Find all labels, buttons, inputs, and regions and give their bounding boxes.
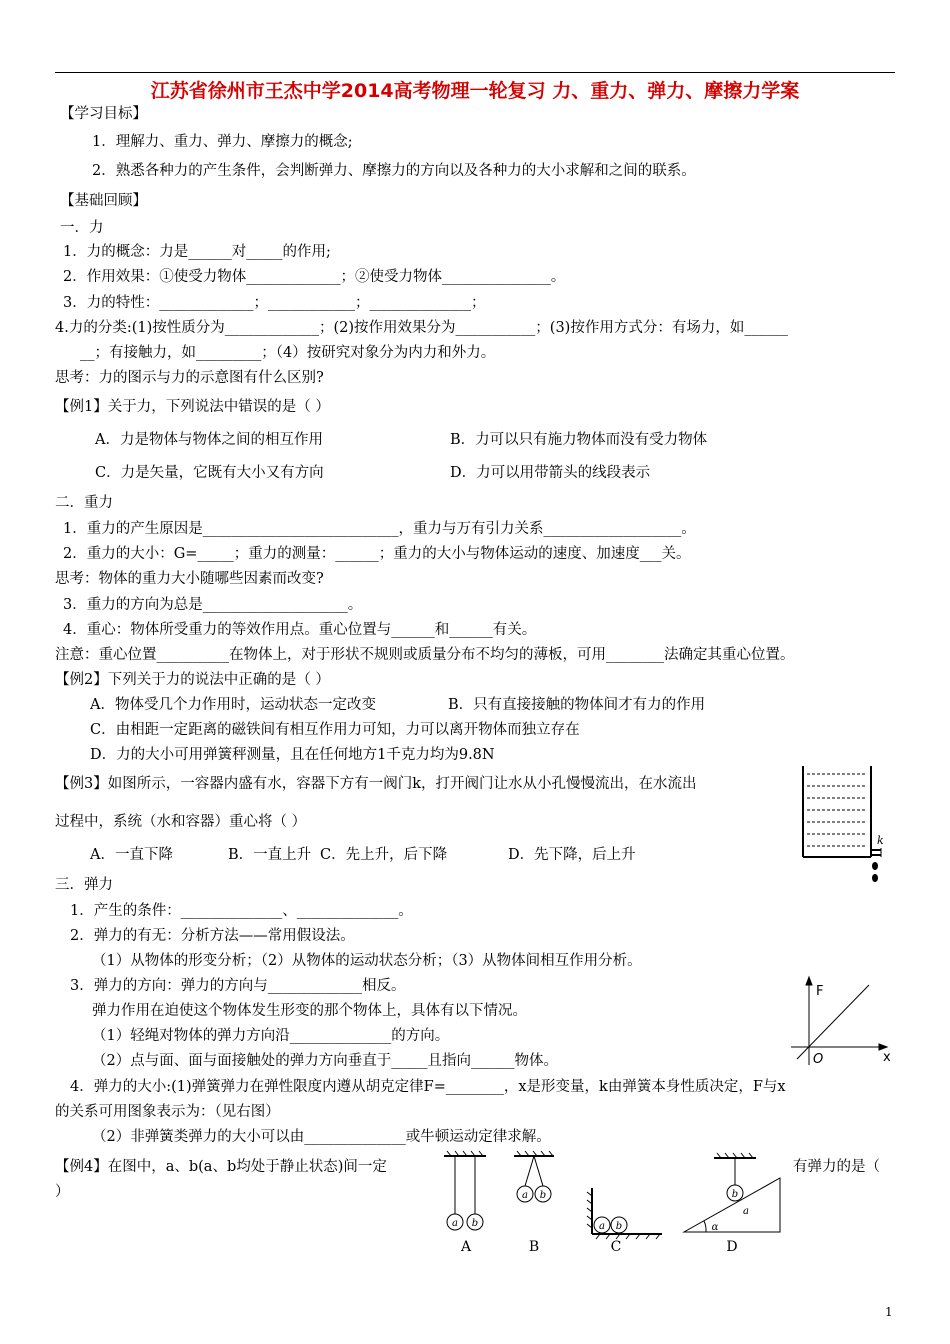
section-heading-force: 一．力 — [60, 220, 104, 236]
example-1-option-c: C．力是矢量，它既有大小又有方向 — [95, 465, 324, 481]
text-line: 4．重心：物体所受重力的等效作用点。重心位置与______和______有关。 — [63, 622, 537, 638]
text-line: __；有接触力，如_________；（4）按研究对象分为内力和外力。 — [80, 345, 496, 361]
text-line: 注意：重心位置__________在物体上，对于形状不规则或质量分布不均匀的薄板，可用________法确定其重心位置。 — [55, 647, 795, 663]
ball-b-label: b — [615, 1221, 623, 1232]
text-line: （1）从物体的形变分析；（2）从物体的运动状态分析；（3）从物体间相互作用分析。 — [92, 953, 642, 969]
example-1-option-b: B．力可以只有施力物体而没有受力物体 — [450, 432, 708, 448]
text-line: 思考：物体的重力大小随哪些因素而改变? — [55, 571, 324, 587]
figure-option-b: B — [528, 1239, 540, 1255]
example-1-option-a: A．力是物体与物体之间的相互作用 — [95, 432, 323, 448]
example-4-question: 【例4】在图中，a、b(a、b均处于静止状态)间一定 — [55, 1159, 387, 1175]
page-title: 江苏省徐州市王杰中学2014高考物理一轮复习 力、重力、弹力、摩擦力学案 — [150, 80, 800, 102]
example-4-figures — [430, 1148, 790, 1256]
text-line: 思考：力的图示与力的示意图有什么区别? — [55, 370, 324, 386]
text-line: 3．重力的方向为总是____________________。 — [63, 597, 363, 613]
example-2-option-b: B．只有直接接触的物体间才有力的作用 — [448, 697, 706, 713]
text-line: 1．重力的产生原因是___________________________，重力与万有引力关系___________________。 — [63, 521, 696, 537]
figure-option-a: A — [460, 1239, 472, 1255]
text-line: 3．力的特性：_____________；____________；______________； — [63, 295, 486, 311]
example-3-question: 【例3】如图所示，一容器内盛有水，容器下方有一阀门k，打开阀门让水从小孔慢慢流出，在水流出 — [55, 776, 697, 792]
figure-option-d: D — [726, 1239, 738, 1255]
section-heading-elastic: 三．弹力 — [55, 877, 113, 893]
text-line: 2．重力的大小：G=_____；重力的测量：______；重力的大小与物体运动的速度、加速度___关。 — [63, 546, 691, 562]
text-line: 4.力的分类:(1)按性质分为_____________；(2)按作用效果分为___________；(3)按作用方式分：有场力，如______ — [55, 320, 788, 336]
example-1-option-d: D．力可以用带箭头的线段表示 — [450, 465, 651, 481]
example-2-option-a: A．物体受几个力作用时，运动状态一定改变 — [90, 697, 376, 713]
graph-y-label: F — [816, 984, 824, 999]
example-2-option-c: C．由相距一定距离的磁铁间有相互作用力可知，力可以离开物体而独立存在 — [90, 722, 580, 738]
text-line: 1．产生的条件：______________、______________。 — [70, 903, 413, 919]
ball-a-label: a — [452, 1218, 458, 1229]
text-line: 1．理解力、重力、弹力、摩擦力的概念; — [92, 134, 353, 150]
angle-label: α — [711, 1222, 719, 1233]
section-heading-review: 【基础回顾】 — [60, 193, 147, 209]
example-2-option-d: D．力的大小可用弹簧秤测量，且在任何地方1千克力均为9.8N — [90, 747, 495, 763]
example-4-question-cont: 有弹力的是（ — [793, 1159, 880, 1175]
text-line: 弹力作用在迫使这个物体发生形变的那个物体上，具体有以下情况。 — [92, 1003, 527, 1019]
text-line: （2）点与面、面与面接触处的弹力方向垂直于_____且指向______物体。 — [92, 1053, 558, 1069]
text-line: 的关系可用图象表示为：（见右图） — [55, 1104, 280, 1120]
section-heading-gravity: 二．重力 — [55, 495, 113, 511]
header-rule — [55, 72, 895, 73]
example-4-question-end: ） — [55, 1184, 70, 1200]
water-drop — [872, 874, 878, 882]
example-3-option-c: C．先上升，后下降 — [320, 847, 448, 863]
example-1-question: 【例1】关于力，下列说法中错误的是（ ） — [55, 399, 330, 415]
text-line: 1．力的概念：力是______对_____的作用; — [63, 244, 331, 260]
text-line: （2）非弹簧类弹力的大小可以由______________或牛顿运动定律求解。 — [92, 1129, 551, 1145]
water-container-figure — [795, 762, 890, 892]
text-line: 2．熟悉各种力的产生条件，会判断弹力、摩擦力的方向以及各种力的大小求解和之间的联系。 — [92, 163, 696, 179]
graph-x-label: x — [883, 1050, 891, 1065]
text-line: 2．弹力的有无：分析方法——常用假设法。 — [70, 928, 355, 944]
text-line: （1）轻绳对物体的弹力方向沿______________的方向。 — [92, 1028, 450, 1044]
example-3-option-a: A．一直下降 — [90, 847, 173, 863]
example-3-option-b: B．一直上升 — [228, 847, 312, 863]
example-2-question: 【例2】下列关于力的说法中正确的是（ ） — [55, 672, 330, 688]
ball-b-label: b — [471, 1218, 479, 1229]
text-line: 3．弹力的方向：弹力的方向与_____________相反。 — [70, 978, 406, 994]
graph-origin-label: O — [813, 1052, 824, 1067]
block-a-label: a — [743, 1206, 749, 1217]
text-line: 4．弹力的大小:(1)弹簧弹力在弹性限度内遵从胡克定律F=________，x是形变量，k由弹簧本身性质决定，F与x — [70, 1079, 786, 1095]
section-heading-objectives: 【学习目标】 — [60, 106, 147, 122]
ball-a-label: a — [599, 1221, 605, 1232]
ball-b-label: b — [539, 1190, 547, 1201]
text-line: 2．作用效果：①使受力物体_____________；②使受力物体_______________。 — [63, 269, 566, 285]
example-3-option-d: D．先下降，后上升 — [508, 847, 636, 863]
hooke-law-graph — [783, 975, 895, 1070]
page-number: 1 — [885, 1305, 893, 1319]
valve-label: k — [877, 834, 884, 847]
water-drop — [872, 862, 878, 870]
text-line: 过程中，系统（水和容器）重心将（ ） — [55, 814, 307, 830]
figure-option-c: C — [610, 1239, 622, 1255]
ball-b-label: b — [731, 1189, 739, 1200]
ball-a-label: a — [522, 1190, 528, 1201]
